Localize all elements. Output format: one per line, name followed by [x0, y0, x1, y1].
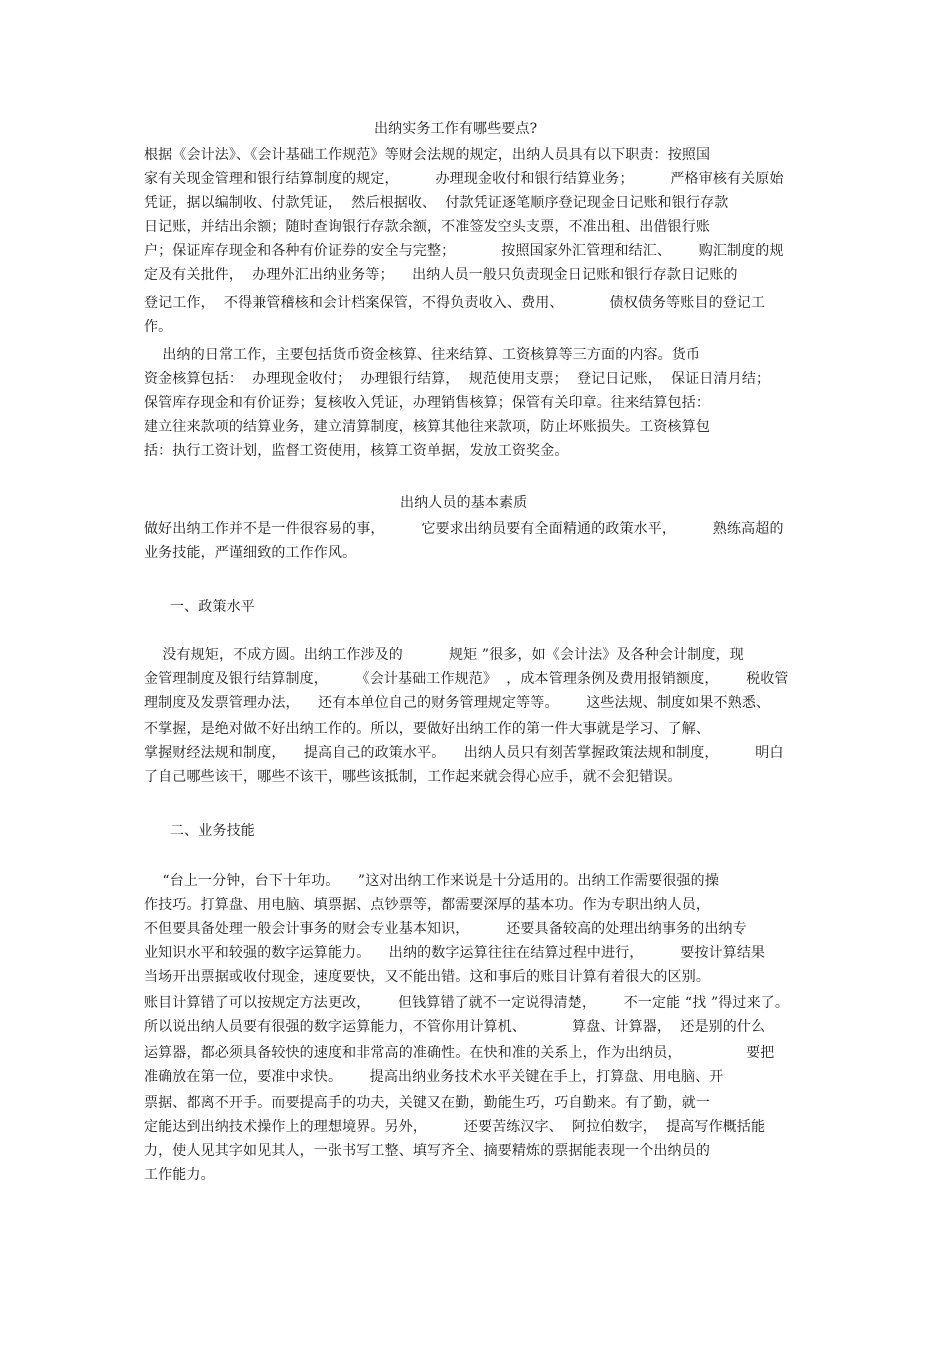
- page-title: 出纳实务工作有哪些要点?: [374, 121, 538, 137]
- body-line: 所以说出纳人员要有很强的数字运算能力，不管你用计算机、 算盘、计算器， 还是别的什么: [144, 1019, 766, 1035]
- body-line: 根据《会计法》、《会计基础工作规范》等财会法规的规定，出纳人员具有以下职责：按照国: [144, 147, 711, 163]
- body-line: 不但要具备处理一般会计事务的财会专业基本知识， 还要具备较高的处理出纳事务的出纳专: [144, 921, 747, 937]
- body-line: 作。: [144, 319, 173, 335]
- body-line: 不掌握，是绝对做不好出纳工作的。所以，要做好出纳工作的第一件大事就是学习、了解、: [144, 721, 710, 737]
- body-line: 工作能力。: [144, 1167, 215, 1183]
- body-line: 定及有关批件， 办理外汇出纳业务等； 出纳人员一般只负责现金日记账和银行存款日记账的: [144, 267, 738, 283]
- subsection-heading: 二、业务技能: [170, 823, 255, 839]
- body-line: 理制度及发票管理办法， 还有本单位自己的财务管理规定等等。 这些法规、制度如果不熟悉、: [144, 695, 771, 711]
- body-line: 建立往来款项的结算业务，建立清算制度，核算其他往来款项，防止坏账损失。工资核算包: [144, 419, 710, 435]
- body-line: 力，使人见其字如见其人，一张书写工整、填写齐全、摘要精炼的票据能表现一个出纳员的: [144, 1143, 710, 1159]
- body-line: 做好出纳工作并不是一件很容易的事， 它要求出纳员要有全面精通的政策水平， 熟练高超的: [144, 521, 784, 537]
- body-line: 运算器，都必须具备较快的速度和非常高的准确性。在快和准的关系上，作为出纳员， 要把: [144, 1045, 775, 1061]
- body-line: 没有规矩，不成方圆。出纳工作涉及的 规矩 ”很多，如《会计法》及各种会计制度，现: [144, 647, 744, 663]
- section-title: 出纳人员的基本素质: [400, 495, 528, 511]
- body-line: 保管库存现金和有价证券；复核收入凭证，办理销售核算；保管有关印章。往来结算包括：: [144, 395, 710, 411]
- body-line: 登记工作， 不得兼管稽核和会计档案保管，不得负责收入、费用、 债权债务等账目的登记工: [144, 295, 766, 311]
- body-line: 凭证，据以编制收、付款凭证， 然后根据收、 付款凭证逐笔顺序登记现金日记账和银行存款: [144, 195, 729, 211]
- body-line: 业务技能，严谨细致的工作作风。: [144, 545, 357, 561]
- body-line: 票据、都离不开手。而要提高手的功夫，关键又在勤，勤能生巧，巧自勤来。有了勤，就一: [144, 1095, 710, 1111]
- body-line: 准确放在第一位，要准中求快。 提高出纳业务技术水平关键在手上，打算盘、用电脑、开: [144, 1069, 724, 1085]
- body-line: 掌握财经法规和制度， 提高自己的政策水平。 出纳人员只有刻苦掌握政策法规和制度， 明白: [144, 745, 784, 761]
- body-line: 括：执行工资计划，监督工资使用，核算工资单据，发放工资奖金。: [144, 443, 569, 459]
- body-line: 资金核算包括： 办理现金收付； 办理银行结算， 规范使用支票； 登记日记账， 保证日清月结；: [144, 371, 771, 387]
- body-line: 定能达到出纳技术操作上的理想境界。另外， 还要苦练汉字、 阿拉伯数字， 提高写作概括能: [144, 1119, 766, 1135]
- body-line: 户；保证库存现金和各种有价证券的安全与完整； 按照国家外汇管理和结汇、 购汇制度的规: [144, 243, 784, 259]
- body-line: 日记账，并结出余额；随时查询银行存款余额，不准签发空头支票，不准出租、出借银行账: [144, 219, 710, 235]
- subsection-heading: 一、政策水平: [170, 599, 255, 615]
- body-line: 家有关现金管理和银行结算制度的规定， 办理现金收付和银行结算业务； 严格审核有关原始: [144, 171, 784, 187]
- body-line: 业知识水平和较强的数字运算能力。 出纳的数字运算往往在结算过程中进行， 要按计算结果: [144, 945, 766, 961]
- body-line: 作技巧。打算盘、用电脑、填票据、点钞票等，都需要深厚的基本功。作为专职出纳人员，: [144, 897, 710, 913]
- body-line: 当场开出票据或收付现金，速度要快，又不能出错。这和事后的账目计算有着很大的区别。: [144, 969, 710, 985]
- body-line: 了自己哪些该干，哪些不该干，哪些该抵制，工作起来就会得心应手，就不会犯错误。: [144, 769, 682, 785]
- body-line: 出纳的日常工作，主要包括货币资金核算、往来结算、工资核算等三方面的内容。货币: [144, 347, 701, 363]
- body-line: 账目计算错了可以按规定方法更改， 但钱算错了就不一定说得清楚， 不一定能 “找 ”得过来了。: [144, 995, 790, 1011]
- body-line: “台上一分钟，台下十年功。 ”这对出纳工作来说是十分适用的。出纳工作需要很强的操: [144, 873, 719, 889]
- body-line: 金管理制度及银行结算制度， 《会计基础工作规范》 ，成本管理条例及费用报销额度， 税收管: [144, 671, 789, 687]
